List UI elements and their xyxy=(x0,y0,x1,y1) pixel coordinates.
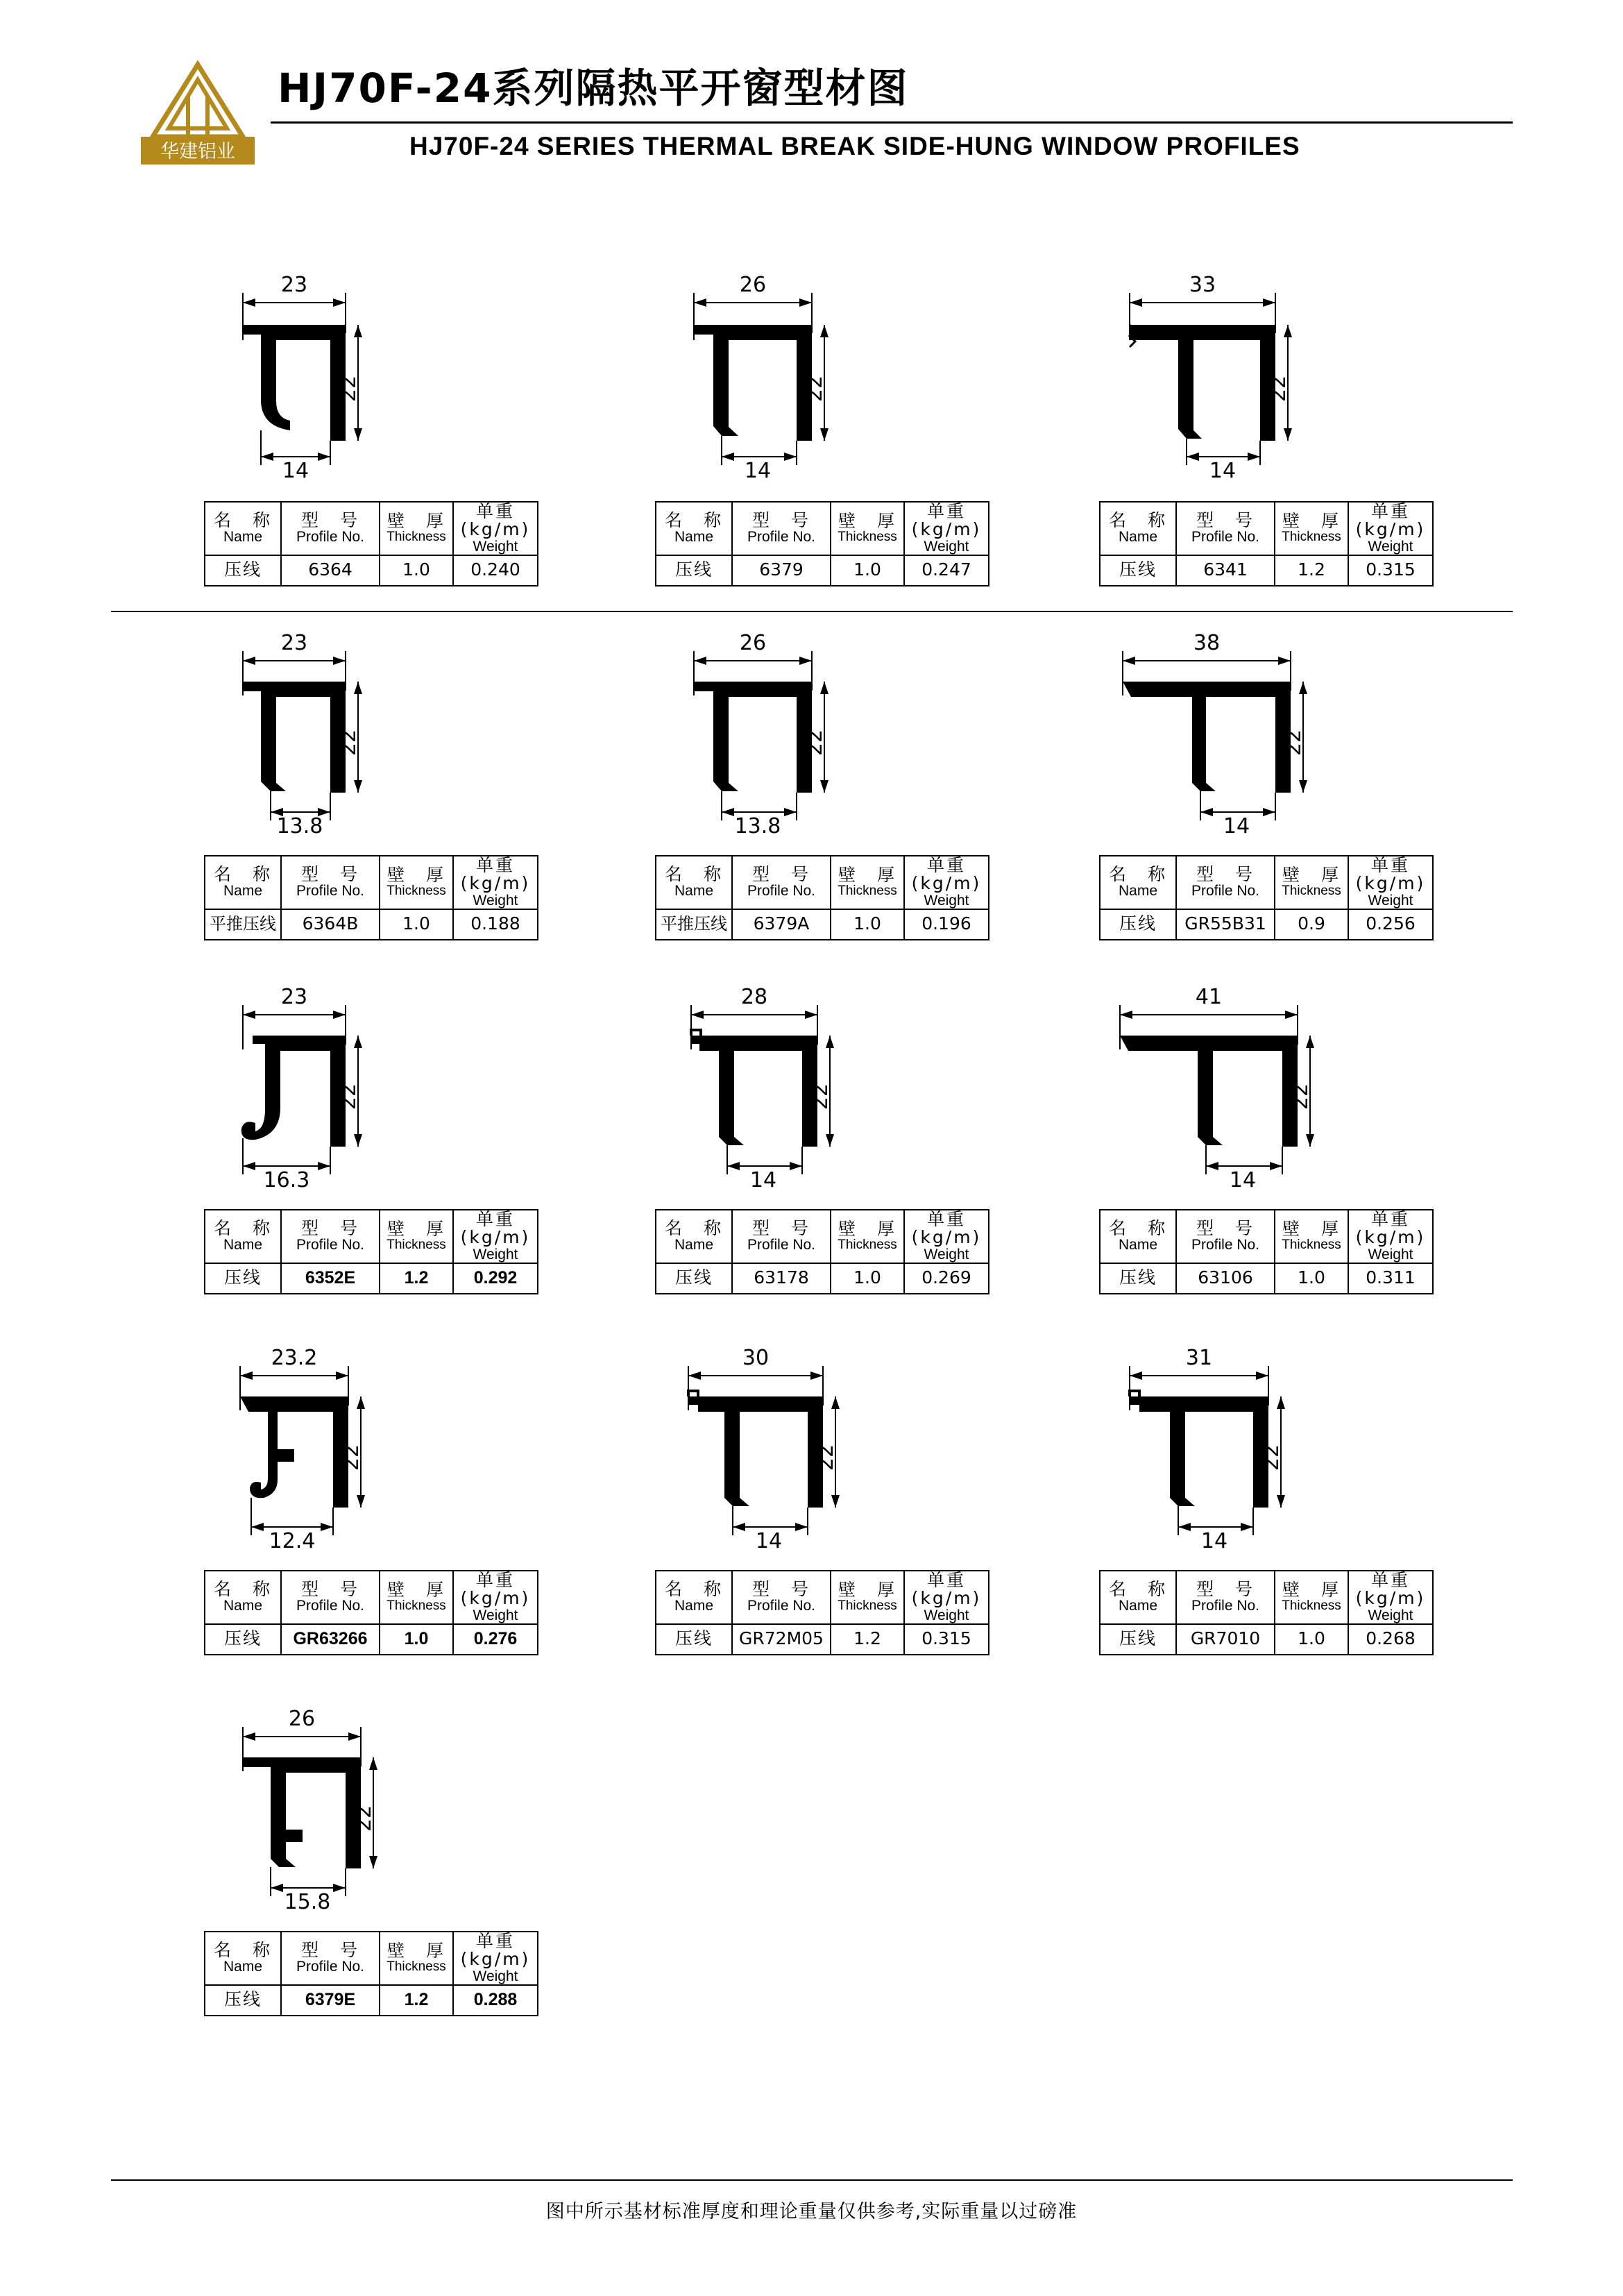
header-name: 名 称 Name xyxy=(205,502,281,555)
header-thickness: 壁 厚 Thickness xyxy=(831,856,904,909)
header-name: 名 称 Name xyxy=(205,1932,281,1985)
profile-drawing xyxy=(1089,1333,1434,1582)
header-profile-no: 型 号 Profile No. xyxy=(281,1932,380,1985)
profile-cell xyxy=(1089,1333,1434,1655)
cell-profile-no: 6379A xyxy=(732,909,831,940)
header-thickness: 壁 厚 Thickness xyxy=(1275,502,1348,555)
header-thickness: 壁 厚 Thickness xyxy=(380,1210,453,1263)
profile-drawing xyxy=(194,618,538,868)
cell-name: 压线 xyxy=(223,1628,262,1649)
cell-weight: 0.268 xyxy=(1348,1624,1433,1655)
table-row xyxy=(1100,1263,1433,1294)
header-name: 名 称 Name xyxy=(1100,856,1176,909)
svg-text:22: 22 xyxy=(337,375,361,403)
cell-thickness: 1.0 xyxy=(1275,1263,1348,1294)
profile-drawing xyxy=(645,618,989,868)
spec-table xyxy=(655,501,989,586)
svg-text:16.3: 16.3 xyxy=(263,1168,310,1192)
header-thickness: 壁 厚 Thickness xyxy=(1275,1571,1348,1624)
table-row xyxy=(656,1263,989,1294)
cell-weight: 0.315 xyxy=(1348,555,1433,586)
header-weight: 单重(kg/m) Weight xyxy=(453,1210,538,1263)
cell-thickness: 1.0 xyxy=(831,909,904,940)
cell-thickness: 1.2 xyxy=(1275,555,1348,586)
cell-profile-no: 63106 xyxy=(1176,1263,1275,1294)
header-profile-no: 型 号 Profile No. xyxy=(732,1210,831,1263)
cell-thickness: 1.0 xyxy=(380,555,453,586)
header-weight: 单重(kg/m) Weight xyxy=(904,1571,989,1624)
cell-name: 压线 xyxy=(674,1267,713,1288)
spec-table xyxy=(655,1570,989,1655)
svg-text:22: 22 xyxy=(352,1805,376,1832)
header-thickness: 壁 厚 Thickness xyxy=(380,1571,453,1624)
profile-cell xyxy=(645,972,989,1294)
profile-cell xyxy=(1089,618,1434,940)
profile-cell xyxy=(194,257,538,586)
cell-name: 压线 xyxy=(1119,1267,1157,1288)
header-name: 名 称 Name xyxy=(1100,1571,1176,1624)
table-row xyxy=(205,1263,538,1294)
profile-drawing xyxy=(194,257,538,514)
profile-drawing xyxy=(645,257,989,514)
spec-table xyxy=(204,501,538,586)
cell-profile-no: GR63266 xyxy=(281,1624,380,1655)
cell-profile-no: GR72M05 xyxy=(732,1624,831,1655)
header-weight: 单重(kg/m) Weight xyxy=(904,1210,989,1263)
table-row xyxy=(1100,909,1433,940)
profile-drawing xyxy=(1089,972,1434,1222)
header-thickness: 壁 厚 Thickness xyxy=(380,502,453,555)
cell-name: 压线 xyxy=(223,559,262,580)
profile-cell xyxy=(194,1333,538,1655)
cell-profile-no: 6352E xyxy=(281,1263,380,1294)
header-thickness: 壁 厚 Thickness xyxy=(1275,856,1348,909)
cell-name: 压线 xyxy=(223,1267,262,1288)
cell-thickness: 0.9 xyxy=(1275,909,1348,940)
header-weight: 单重(kg/m) Weight xyxy=(453,502,538,555)
cell-profile-no: GR7010 xyxy=(1176,1624,1275,1655)
footer-note: 图中所示基材标准厚度和理论重量仅供参考,实际重量以过磅准 xyxy=(545,2201,1078,2222)
cell-weight: 0.311 xyxy=(1348,1263,1433,1294)
header-weight: 单重(kg/m) Weight xyxy=(1348,1210,1433,1263)
header-profile-no: 型 号 Profile No. xyxy=(732,502,831,555)
cell-name: 平推压线 xyxy=(661,914,727,934)
svg-text:22: 22 xyxy=(803,375,827,403)
svg-text:22: 22 xyxy=(339,1444,364,1471)
header-profile-no: 型 号 Profile No. xyxy=(732,1571,831,1624)
section-divider xyxy=(111,611,1513,612)
spec-table xyxy=(204,1931,538,2016)
header-name: 名 称 Name xyxy=(656,1571,732,1624)
spec-table xyxy=(1099,855,1434,940)
table-row xyxy=(205,555,538,586)
cell-weight: 0.292 xyxy=(453,1263,538,1294)
svg-text:22: 22 xyxy=(1266,375,1291,403)
header-name: 名 称 Name xyxy=(656,856,732,909)
svg-text:14: 14 xyxy=(1223,814,1250,838)
cell-profile-no: 6364 xyxy=(281,555,380,586)
table-row xyxy=(656,555,989,586)
cell-thickness: 1.2 xyxy=(380,1985,453,2016)
svg-text:23.2: 23.2 xyxy=(271,1346,318,1370)
svg-text:23: 23 xyxy=(280,985,308,1009)
svg-text:14: 14 xyxy=(1200,1529,1228,1553)
cell-thickness: 1.0 xyxy=(380,909,453,940)
svg-text:22: 22 xyxy=(803,729,827,757)
cell-weight: 0.196 xyxy=(904,909,989,940)
cell-thickness: 1.0 xyxy=(831,1263,904,1294)
svg-text:13.8: 13.8 xyxy=(734,814,781,838)
header-profile-no: 型 号 Profile No. xyxy=(1176,1210,1275,1263)
header-profile-no: 型 号 Profile No. xyxy=(1176,502,1275,555)
header-weight: 单重(kg/m) Weight xyxy=(453,856,538,909)
svg-text:26: 26 xyxy=(739,631,767,655)
svg-text:22: 22 xyxy=(814,1444,838,1471)
cell-weight: 0.269 xyxy=(904,1263,989,1294)
header-name: 名 称 Name xyxy=(205,1210,281,1263)
svg-text:华建铝业: 华建铝业 xyxy=(160,141,235,162)
profile-drawing xyxy=(194,1694,538,1943)
cell-name: 压线 xyxy=(1119,559,1157,580)
cell-weight: 0.240 xyxy=(453,555,538,586)
header-thickness: 壁 厚 Thickness xyxy=(380,856,453,909)
header-profile-no: 型 号 Profile No. xyxy=(1176,1571,1275,1624)
cell-profile-no: GR55B31 xyxy=(1176,909,1275,940)
table-row xyxy=(205,909,538,940)
cell-profile-no: 6341 xyxy=(1176,555,1275,586)
svg-text:15.8: 15.8 xyxy=(284,1890,331,1914)
header-weight: 单重(kg/m) Weight xyxy=(1348,856,1433,909)
svg-text:31: 31 xyxy=(1185,1346,1213,1370)
svg-text:14: 14 xyxy=(749,1168,777,1192)
table-row xyxy=(1100,555,1433,586)
footer-divider xyxy=(111,2179,1513,2181)
svg-text:14: 14 xyxy=(744,459,772,483)
cell-name: 压线 xyxy=(1119,1628,1157,1649)
svg-text:26: 26 xyxy=(288,1707,316,1731)
profile-drawing xyxy=(194,972,538,1222)
table-row xyxy=(205,1985,538,2016)
profile-cell xyxy=(1089,972,1434,1294)
svg-text:33: 33 xyxy=(1189,273,1216,297)
page-title-en: HJ70F-24 SERIES THERMAL BREAK SIDE-HUNG WINDOW PROFILES xyxy=(409,132,1300,160)
cell-name: 压线 xyxy=(674,1628,713,1649)
profile-drawing xyxy=(1089,618,1434,868)
header-name: 名 称 Name xyxy=(205,1571,281,1624)
profile-cell xyxy=(645,1333,989,1655)
svg-text:22: 22 xyxy=(1282,729,1306,757)
header-profile-no: 型 号 Profile No. xyxy=(281,1571,380,1624)
cell-thickness: 1.0 xyxy=(831,555,904,586)
profile-drawing xyxy=(194,1333,538,1582)
profile-cell xyxy=(194,1694,538,2016)
table-row xyxy=(656,909,989,940)
table-row xyxy=(1100,1624,1433,1655)
header-name: 名 称 Name xyxy=(1100,1210,1176,1263)
cell-profile-no: 6379 xyxy=(732,555,831,586)
spec-table xyxy=(1099,501,1434,586)
header-name: 名 称 Name xyxy=(656,1210,732,1263)
company-logo-icon xyxy=(121,59,274,170)
cell-weight: 0.276 xyxy=(453,1624,538,1655)
profile-cell xyxy=(645,257,989,586)
profile-cell xyxy=(1089,257,1434,586)
profile-cell xyxy=(645,618,989,940)
page-footer xyxy=(0,2179,1623,2223)
cell-weight: 0.247 xyxy=(904,555,989,586)
svg-text:14: 14 xyxy=(755,1529,783,1553)
spec-table xyxy=(1099,1209,1434,1294)
table-row xyxy=(205,1624,538,1655)
spec-table xyxy=(1099,1570,1434,1655)
cell-thickness: 1.2 xyxy=(831,1624,904,1655)
profile-drawing xyxy=(645,972,989,1222)
cell-weight: 0.256 xyxy=(1348,909,1433,940)
header-thickness: 壁 厚 Thickness xyxy=(831,1210,904,1263)
cell-thickness: 1.0 xyxy=(1275,1624,1348,1655)
svg-text:12.4: 12.4 xyxy=(269,1529,316,1553)
cell-profile-no: 63178 xyxy=(732,1263,831,1294)
svg-text:28: 28 xyxy=(740,985,768,1009)
svg-text:38: 38 xyxy=(1193,631,1221,655)
spec-table xyxy=(204,855,538,940)
cell-thickness: 1.2 xyxy=(380,1263,453,1294)
svg-text:14: 14 xyxy=(282,459,309,483)
header-thickness: 壁 厚 Thickness xyxy=(380,1932,453,1985)
cell-weight: 0.188 xyxy=(453,909,538,940)
header-weight: 单重(kg/m) Weight xyxy=(904,502,989,555)
svg-text:22: 22 xyxy=(808,1083,833,1111)
svg-text:23: 23 xyxy=(280,631,308,655)
cell-weight: 0.288 xyxy=(453,1985,538,2016)
header-name: 名 称 Name xyxy=(1100,502,1176,555)
spec-table xyxy=(204,1209,538,1294)
cell-name: 平推压线 xyxy=(210,914,276,934)
header-weight: 单重(kg/m) Weight xyxy=(904,856,989,909)
header-profile-no: 型 号 Profile No. xyxy=(732,856,831,909)
svg-text:13.8: 13.8 xyxy=(276,814,323,838)
header-profile-no: 型 号 Profile No. xyxy=(281,502,380,555)
table-row xyxy=(656,1624,989,1655)
header-weight: 单重(kg/m) Weight xyxy=(1348,502,1433,555)
header-profile-no: 型 号 Profile No. xyxy=(281,1210,380,1263)
cell-profile-no: 6379E xyxy=(281,1985,380,2016)
cell-name: 压线 xyxy=(223,1989,262,2010)
spec-table xyxy=(655,855,989,940)
svg-text:23: 23 xyxy=(280,273,308,297)
spec-table xyxy=(204,1570,538,1655)
header-thickness: 壁 厚 Thickness xyxy=(831,502,904,555)
header-name: 名 称 Name xyxy=(205,856,281,909)
page-title-cn: HJ70F-24系列隔热平开窗型材图 xyxy=(278,65,909,112)
svg-text:14: 14 xyxy=(1209,459,1237,483)
header-weight: 单重(kg/m) Weight xyxy=(453,1571,538,1624)
header-thickness: 壁 厚 Thickness xyxy=(1275,1210,1348,1263)
cell-weight: 0.315 xyxy=(904,1624,989,1655)
profile-cell xyxy=(194,972,538,1294)
cell-profile-no: 6364B xyxy=(281,909,380,940)
header-thickness: 壁 厚 Thickness xyxy=(831,1571,904,1624)
profile-cell xyxy=(194,618,538,940)
profile-drawing xyxy=(645,1333,989,1582)
cell-thickness: 1.0 xyxy=(380,1624,453,1655)
cell-name: 压线 xyxy=(1119,913,1157,934)
page-header xyxy=(0,0,1623,208)
svg-text:26: 26 xyxy=(739,273,767,297)
header-weight: 单重(kg/m) Weight xyxy=(1348,1571,1433,1624)
header-profile-no: 型 号 Profile No. xyxy=(1176,856,1275,909)
profile-drawing xyxy=(1089,257,1434,514)
header-name: 名 称 Name xyxy=(656,502,732,555)
header-weight: 单重(kg/m) Weight xyxy=(453,1932,538,1985)
svg-text:41: 41 xyxy=(1195,985,1223,1009)
svg-text:22: 22 xyxy=(1259,1444,1284,1471)
svg-text:22: 22 xyxy=(1289,1083,1313,1111)
cell-name: 压线 xyxy=(674,559,713,580)
spec-table xyxy=(655,1209,989,1294)
svg-text:22: 22 xyxy=(337,729,361,757)
svg-text:30: 30 xyxy=(742,1346,770,1370)
header-profile-no: 型 号 Profile No. xyxy=(281,856,380,909)
svg-text:14: 14 xyxy=(1229,1168,1257,1192)
svg-text:22: 22 xyxy=(337,1083,361,1111)
